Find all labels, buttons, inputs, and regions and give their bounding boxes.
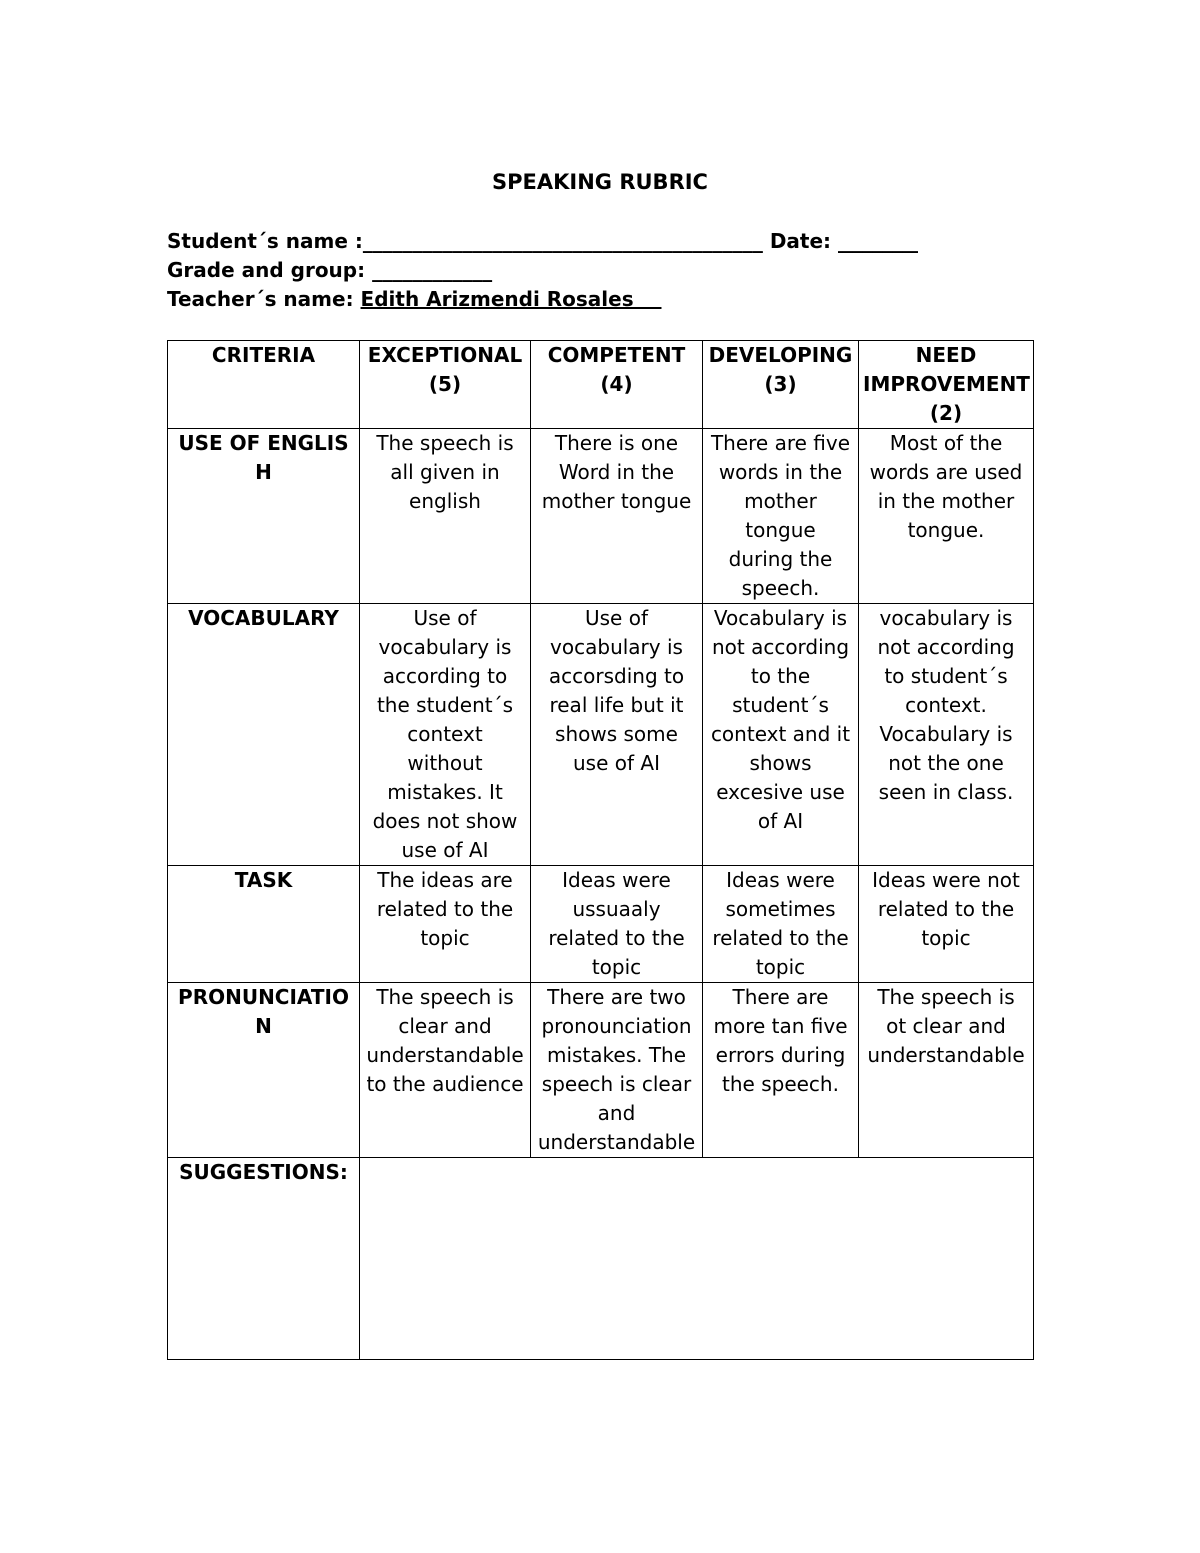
cell-developing: There are five words in the mother tongue during the speech. bbox=[703, 429, 859, 604]
cell-exceptional: The speech is all given in english bbox=[360, 429, 531, 604]
cell-need-improvement: vocabulary is not according to student´s context. Vocabulary is not the one seen in class. bbox=[859, 604, 1034, 866]
cell-exceptional: The ideas are related to the topic bbox=[360, 866, 531, 983]
grade-group-line bbox=[167, 256, 918, 285]
student-info-block bbox=[167, 227, 918, 314]
cell-need-improvement: Most of the words are used in the mother tongue. bbox=[859, 429, 1034, 604]
header-row bbox=[168, 341, 1034, 429]
cell-developing: There are more tan five errors during the speech. bbox=[703, 983, 859, 1158]
criteria-use-of-english: USE OF ENGLISH bbox=[168, 429, 360, 604]
page-title: SPEAKING RUBRIC bbox=[492, 170, 708, 194]
table-row bbox=[168, 604, 1034, 866]
suggestions-field[interactable] bbox=[360, 1158, 1034, 1360]
student-name-blank[interactable]: ________________________________________ bbox=[362, 229, 763, 253]
header-competent: COMPETENT (4) bbox=[531, 341, 703, 429]
teacher-name-line bbox=[167, 285, 918, 314]
table-row bbox=[168, 866, 1034, 983]
table-row bbox=[168, 983, 1034, 1158]
date-label: Date: bbox=[769, 229, 832, 253]
cell-competent: Use of vocabulary is accorsding to real life but it shows some use of AI bbox=[531, 604, 703, 866]
grade-group-label: Grade and group: bbox=[167, 258, 366, 282]
cell-developing: Vocabulary is not according to the student´s context and it shows excesive use of AI bbox=[703, 604, 859, 866]
cell-competent: There is one Word in the mother tongue bbox=[531, 429, 703, 604]
header-need-improvement: NEED IMPROVEMENT (2) bbox=[859, 341, 1034, 429]
rubric-table bbox=[167, 340, 1034, 1360]
teacher-name-value: Edith Arizmendi Rosales bbox=[360, 287, 662, 311]
cell-exceptional: The speech is clear and understandable to the audience bbox=[360, 983, 531, 1158]
student-name-line bbox=[167, 227, 918, 256]
suggestions-row bbox=[168, 1158, 1034, 1360]
cell-need-improvement: The speech is ot clear and understandable bbox=[859, 983, 1034, 1158]
teacher-name-label: Teacher´s name: bbox=[167, 287, 354, 311]
header-developing: DEVELOPING (3) bbox=[703, 341, 859, 429]
header-exceptional: EXCEPTIONAL (5) bbox=[360, 341, 531, 429]
cell-competent: Ideas were ussuaaly related to the topic bbox=[531, 866, 703, 983]
criteria-task: TASK bbox=[168, 866, 360, 983]
suggestions-label: SUGGESTIONS: bbox=[168, 1158, 360, 1360]
student-name-label: Student´s name : bbox=[167, 229, 363, 253]
criteria-vocabulary: VOCABULARY bbox=[168, 604, 360, 866]
table-row bbox=[168, 429, 1034, 604]
criteria-pronunciation: PRONUNCIATION bbox=[168, 983, 360, 1158]
grade-group-blank[interactable]: ____________ bbox=[372, 258, 493, 282]
date-blank[interactable]: ________ bbox=[838, 229, 919, 253]
cell-developing: Ideas were sometimes related to the topic bbox=[703, 866, 859, 983]
cell-competent: There are two pronounciation mistakes. The speech is clear and understandable bbox=[531, 983, 703, 1158]
cell-need-improvement: Ideas were not related to the topic bbox=[859, 866, 1034, 983]
header-criteria: CRITERIA bbox=[168, 341, 360, 429]
cell-exceptional: Use of vocabulary is according to the student´s context without mistakes. It does not show use of AI bbox=[360, 604, 531, 866]
